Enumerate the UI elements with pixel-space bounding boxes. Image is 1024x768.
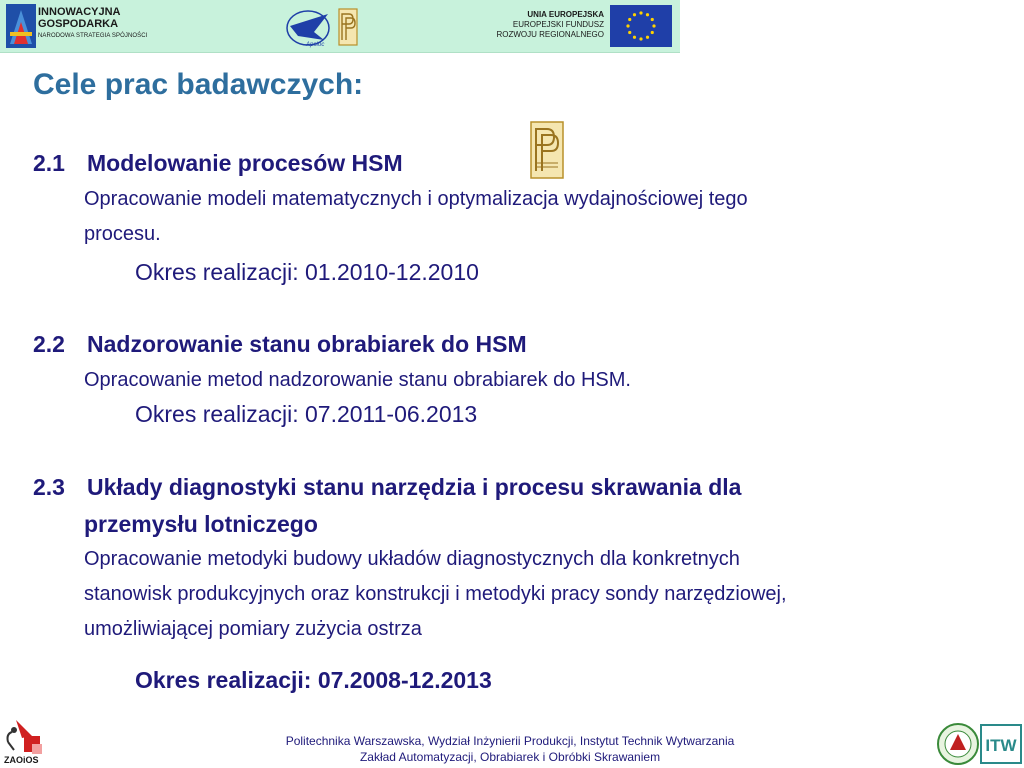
section-2-2-desc-line1: Opracowanie metod nadzorowanie stanu obrabiarek do HSM. xyxy=(84,369,631,391)
ig-line1: INNOWACYJNA xyxy=(38,6,121,18)
header-banner xyxy=(0,0,680,53)
eu-line3: ROZWOJU REGIONALNEGO xyxy=(496,30,604,39)
zaoios-logo-text: ZAOiOS xyxy=(4,755,39,765)
section-2-1-heading xyxy=(33,150,403,177)
eu-star-icon xyxy=(651,18,654,21)
zaoios-logo xyxy=(2,716,50,766)
boat-logo xyxy=(284,6,332,48)
eu-star-icon xyxy=(633,36,636,39)
section-2-3-period: Okres realizacji: 07.2008-12.2013 xyxy=(135,667,492,693)
section-2-1-desc-line1: Opracowanie modeli matematycznych i optymalizacja wydajnościowej tego xyxy=(84,188,748,210)
eu-star-icon xyxy=(628,18,631,21)
eu-star-icon xyxy=(639,11,642,14)
eu-text xyxy=(470,10,604,40)
section-2-3-description xyxy=(84,542,989,647)
footer-text xyxy=(200,733,820,765)
eu-star-icon xyxy=(626,24,629,27)
eu-star-icon xyxy=(646,36,649,39)
section-2-1-description xyxy=(84,182,989,252)
ig-logo-text xyxy=(38,6,147,42)
eu-star-icon xyxy=(651,31,654,34)
section-2-3-desc-line2: stanowisk produkcyjnych oraz konstrukcji i metodyki pracy sondy narzędziowej, xyxy=(84,583,787,605)
section-2-1-title: Modelowanie procesów HSM xyxy=(87,150,403,176)
university-seal-icon xyxy=(936,722,980,766)
eu-star-icon xyxy=(628,31,631,34)
eu-star-icon xyxy=(639,37,642,40)
section-2-2-heading xyxy=(33,331,527,358)
innowacyjna-gospodarka-logo xyxy=(6,4,36,48)
section-2-1-period: Okres realizacji: 01.2010-12.2010 xyxy=(135,259,479,285)
section-2-3-desc-line3: umożliwiającej pomiary zużycia ostrza xyxy=(84,618,422,640)
section-2-3-number: 2.3 xyxy=(33,474,65,500)
section-2-3-desc-line1: Opracowanie metodyki budowy układów diagnostycznych dla konkretnych xyxy=(84,548,740,570)
eu-line2: EUROPEJSKI FUNDUSZ xyxy=(512,20,604,29)
section-2-2-title: Nadzorowanie stanu obrabiarek do HSM xyxy=(87,331,527,357)
ig-line3: NARODOWA STRATEGIA SPÓJNOŚCI xyxy=(38,33,148,39)
itw-logo-text: ITW xyxy=(985,736,1017,755)
itw-logo xyxy=(980,724,1022,764)
pp-emblem-small-icon xyxy=(338,8,358,46)
section-2-3-title-line1: Układy diagnostyki stanu narzędzia i procesu skrawania dla xyxy=(87,474,742,500)
pp-emblem-icon xyxy=(530,121,564,179)
footer-line2: Zakład Automatyzacji, Obrabiarek i Obróbki Skrawaniem xyxy=(359,750,661,764)
eu-star-icon xyxy=(652,24,655,27)
section-2-1-number: 2.1 xyxy=(33,150,65,176)
slide-title: Cele prac badawczych: xyxy=(33,68,364,101)
section-2-2-period: Okres realizacji: 07.2011-06.2013 xyxy=(135,401,478,427)
section-2-1-desc-line2: procesu. xyxy=(84,223,161,245)
ig-line2: GOSPODARKA xyxy=(38,18,119,30)
eu-star-icon xyxy=(646,13,649,16)
section-2-2-number: 2.2 xyxy=(33,331,65,357)
eu-line1: UNIA EUROPEJSKA xyxy=(527,10,604,19)
eu-flag-icon xyxy=(610,5,672,47)
eu-star-icon xyxy=(633,13,636,16)
footer-line1: Politechnika Warszawska, Wydział Inżynierii Produkcji, Instytut Technik Wytwarzania xyxy=(285,734,735,748)
boat-logo-text: Apoloc xyxy=(306,42,325,48)
section-2-2-description xyxy=(84,363,989,398)
section-2-3-title-line2: przemysłu lotniczego xyxy=(84,511,318,537)
section-2-3-heading xyxy=(33,474,741,501)
